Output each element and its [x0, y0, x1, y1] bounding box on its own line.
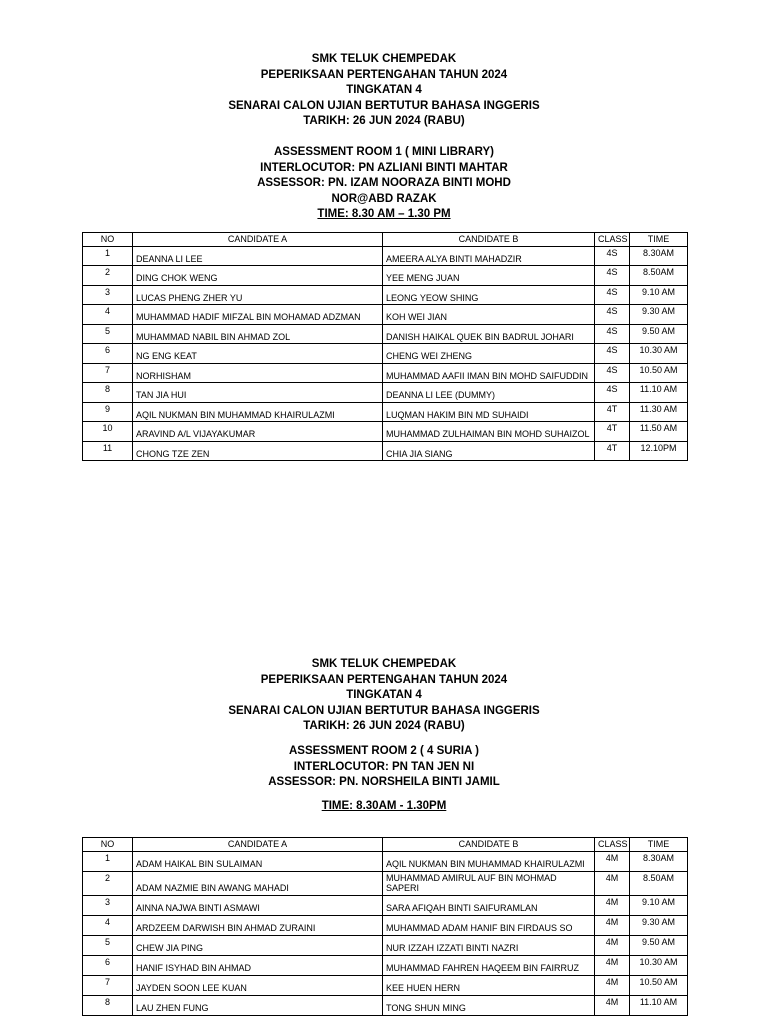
- header-candidate-b: CANDIDATE B: [383, 838, 595, 852]
- cell-time: 8.50AM: [630, 871, 688, 895]
- cell-candidate-b: MUHAMMAD ADAM HANIF BIN FIRDAUS SO: [383, 915, 595, 935]
- table-row: [83, 851, 688, 871]
- table-row: [83, 383, 688, 403]
- cell-time: 8.50AM: [630, 266, 688, 286]
- cell-no: 1: [83, 246, 133, 266]
- cell-candidate-a: CHEW JIA PING: [133, 935, 383, 955]
- cell-class: 4T: [595, 422, 630, 442]
- cell-time: 10.50 AM: [630, 975, 688, 995]
- cell-candidate-b: MUHAMMAD FAHREN HAQEEM BIN FAIRRUZ: [383, 955, 595, 975]
- cell-no: 3: [83, 285, 133, 305]
- cell-candidate-a: DING CHOK WENG: [133, 266, 383, 286]
- cell-class: 4M: [595, 955, 630, 975]
- table-row: [83, 402, 688, 422]
- cell-candidate-a: MUHAMMAD HADIF MIFZAL BIN MOHAMAD ADZMAN: [133, 305, 383, 325]
- table-row: [83, 441, 688, 461]
- cell-class: 4S: [595, 266, 630, 286]
- cell-no: 2: [83, 266, 133, 286]
- cell-no: 8: [83, 995, 133, 1015]
- cell-candidate-b: SARA AFIQAH BINTI SAIFURAMLAN: [383, 895, 595, 915]
- cell-candidate-a: AQIL NUKMAN BIN MUHAMMAD KHAIRULAZMI: [133, 402, 383, 422]
- cell-class: 4M: [595, 995, 630, 1015]
- cell-candidate-b: YEE MENG JUAN: [383, 266, 595, 286]
- room2-time-block: [0, 799, 768, 815]
- room1-schedule-table: [82, 232, 688, 461]
- cell-no: 11: [83, 441, 133, 461]
- cell-time: 10.30 AM: [630, 344, 688, 364]
- cell-class: 4S: [595, 246, 630, 266]
- table-row: [83, 324, 688, 344]
- cell-class: 4M: [595, 975, 630, 995]
- cell-time: 9.50 AM: [630, 324, 688, 344]
- header-time: TIME: [630, 233, 688, 247]
- table-row: [83, 422, 688, 442]
- cell-candidate-a: JAYDEN SOON LEE KUAN: [133, 975, 383, 995]
- school-name: SMK TELUK CHEMPEDAK: [311, 53, 457, 65]
- list-title: SENARAI CALON UJIAN BERTUTUR BAHASA INGGERIS: [228, 704, 540, 717]
- cell-no: 4: [83, 305, 133, 325]
- cell-candidate-b: NUR IZZAH IZZATI BINTI NAZRI: [383, 935, 595, 955]
- cell-class: 4S: [595, 363, 630, 383]
- cell-candidate-a: CHONG TZE ZEN: [133, 441, 383, 461]
- cell-time: 8.30AM: [630, 246, 688, 266]
- cell-candidate-b: AQIL NUKMAN BIN MUHAMMAD KHAIRULAZMI: [383, 851, 595, 871]
- cell-candidate-a: ARAVIND A/L VIJAYAKUMAR: [133, 422, 383, 442]
- cell-candidate-b: MUHAMMAD AMIRUL AUF BIN MOHMAD SAPERI: [383, 871, 595, 895]
- cell-no: 1: [83, 851, 133, 871]
- header-class: CLASS: [595, 233, 630, 247]
- room-name: ASSESSMENT ROOM 1 ( MINI LIBRARY): [274, 146, 494, 158]
- table-row: [83, 995, 688, 1015]
- header-no: NO: [83, 838, 133, 852]
- cell-time: 9.10 AM: [630, 895, 688, 915]
- cell-class: 4S: [595, 285, 630, 305]
- cell-candidate-a: DEANNA LI LEE: [133, 246, 383, 266]
- room-name: ASSESSMENT ROOM 2 ( 4 SURIA ): [289, 745, 479, 757]
- cell-candidate-a: MUHAMMAD NABIL BIN AHMAD ZOL: [133, 324, 383, 344]
- cell-class: 4S: [595, 344, 630, 364]
- table-row: [83, 871, 688, 895]
- cell-time: 12.10PM: [630, 441, 688, 461]
- interlocutor: INTERLOCUTOR: PN AZLIANI BINTI MAHTAR: [260, 161, 508, 174]
- table-row: [83, 344, 688, 364]
- cell-time: 9.50 AM: [630, 935, 688, 955]
- cell-class: 4M: [595, 871, 630, 895]
- cell-no: 10: [83, 422, 133, 442]
- table-row: [83, 246, 688, 266]
- header-candidate-a: CANDIDATE A: [133, 233, 383, 247]
- cell-no: 3: [83, 895, 133, 915]
- cell-candidate-b: CHENG WEI ZHENG: [383, 344, 595, 364]
- cell-candidate-b: CHIA JIA SIANG: [383, 441, 595, 461]
- exam-name: PEPERIKSAAN PERTENGAHAN TAHUN 2024: [260, 673, 508, 686]
- room1-title-block: [0, 52, 768, 130]
- cell-time: 11.10 AM: [630, 995, 688, 1015]
- room2-title-block: [0, 657, 768, 735]
- list-title: SENARAI CALON UJIAN BERTUTUR BAHASA INGGERIS: [228, 99, 540, 112]
- form-level: TINGKATAN 4: [346, 689, 422, 701]
- header-candidate-a: CANDIDATE A: [133, 838, 383, 852]
- cell-class: 4M: [595, 895, 630, 915]
- cell-candidate-b: MUHAMMAD ZULHAIMAN BIN MOHD SUHAIZOL: [383, 422, 595, 442]
- cell-no: 2: [83, 871, 133, 895]
- cell-no: 9: [83, 402, 133, 422]
- header-candidate-b: CANDIDATE B: [383, 233, 595, 247]
- cell-no: 4: [83, 915, 133, 935]
- cell-candidate-a: HANIF ISYHAD BIN AHMAD: [133, 955, 383, 975]
- header-class: CLASS: [595, 838, 630, 852]
- cell-no: 8: [83, 383, 133, 403]
- table-row: [83, 915, 688, 935]
- cell-candidate-b: KEE HUEN HERN: [383, 975, 595, 995]
- cell-class: 4M: [595, 935, 630, 955]
- exam-name: PEPERIKSAAN PERTENGAHAN TAHUN 2024: [260, 68, 508, 81]
- cell-candidate-a: ARDZEEM DARWISH BIN AHMAD ZURAINI: [133, 915, 383, 935]
- table-row: [83, 363, 688, 383]
- exam-date: TARIKH: 26 JUN 2024 (RABU): [303, 115, 465, 127]
- cell-candidate-b: AMEERA ALYA BINTI MAHADZIR: [383, 246, 595, 266]
- cell-candidate-b: LUQMAN HAKIM BIN MD SUHAIDI: [383, 402, 595, 422]
- cell-time: 10.30 AM: [630, 955, 688, 975]
- cell-no: 7: [83, 975, 133, 995]
- cell-candidate-a: LAU ZHEN FUNG: [133, 995, 383, 1015]
- table-row: [83, 285, 688, 305]
- cell-candidate-b: DANISH HAIKAL QUEK BIN BADRUL JOHARI: [383, 324, 595, 344]
- table-row: [83, 266, 688, 286]
- table-header-row: [83, 838, 688, 852]
- cell-no: 5: [83, 935, 133, 955]
- cell-candidate-b: MUHAMMAD AAFII IMAN BIN MOHD SAIFUDDIN: [383, 363, 595, 383]
- cell-class: 4S: [595, 383, 630, 403]
- room2-details: [0, 744, 768, 791]
- table-row: [83, 975, 688, 995]
- cell-time: 9.30 AM: [630, 915, 688, 935]
- assessor: ASSESSOR: PN. IZAM NOORAZA BINTI MOHD: [257, 177, 511, 189]
- header-time: TIME: [630, 838, 688, 852]
- cell-class: 4S: [595, 305, 630, 325]
- cell-time: 9.30 AM: [630, 305, 688, 325]
- table-row: [83, 955, 688, 975]
- cell-candidate-a: AINNA NAJWA BINTI ASMAWI: [133, 895, 383, 915]
- cell-time: 11.50 AM: [630, 422, 688, 442]
- room2-schedule-table: [82, 837, 688, 1016]
- room1-details: [0, 145, 768, 223]
- table-row: [83, 895, 688, 915]
- cell-time: 8.30AM: [630, 851, 688, 871]
- interlocutor: INTERLOCUTOR: PN TAN JEN NI: [293, 760, 475, 773]
- cell-class: 4T: [595, 402, 630, 422]
- cell-candidate-a: LUCAS PHENG ZHER YU: [133, 285, 383, 305]
- cell-candidate-b: KOH WEI JIAN: [383, 305, 595, 325]
- table-row: [83, 305, 688, 325]
- cell-candidate-a: NG ENG KEAT: [133, 344, 383, 364]
- exam-date: TARIKH: 26 JUN 2024 (RABU): [303, 720, 465, 732]
- cell-class: 4T: [595, 441, 630, 461]
- cell-no: 5: [83, 324, 133, 344]
- session-time: TIME: 8.30 AM – 1.30 PM: [317, 208, 451, 220]
- cell-no: 7: [83, 363, 133, 383]
- session-time: TIME: 8.30AM - 1.30PM: [321, 800, 447, 812]
- table-row: [83, 935, 688, 955]
- cell-candidate-a: TAN JIA HUI: [133, 383, 383, 403]
- cell-time: 11.30 AM: [630, 402, 688, 422]
- assessor: ASSESSOR: PN. NORSHEILA BINTI JAMIL: [268, 776, 500, 788]
- cell-candidate-b: TONG SHUN MING: [383, 995, 595, 1015]
- cell-time: 9.10 AM: [630, 285, 688, 305]
- cell-candidate-b: DEANNA LI LEE (DUMMY): [383, 383, 595, 403]
- cell-no: 6: [83, 344, 133, 364]
- school-name: SMK TELUK CHEMPEDAK: [311, 658, 457, 670]
- form-level: TINGKATAN 4: [346, 84, 422, 96]
- table-header-row: [83, 233, 688, 247]
- cell-class: 4S: [595, 324, 630, 344]
- cell-time: 10.50 AM: [630, 363, 688, 383]
- assessor-continued: NOR@ABD RAZAK: [331, 192, 437, 205]
- cell-candidate-a: ADAM NAZMIE BIN AWANG MAHADI: [133, 871, 383, 895]
- cell-class: 4M: [595, 851, 630, 871]
- cell-candidate-a: ADAM HAIKAL BIN SULAIMAN: [133, 851, 383, 871]
- cell-candidate-b: LEONG YEOW SHING: [383, 285, 595, 305]
- cell-class: 4M: [595, 915, 630, 935]
- cell-candidate-a: NORHISHAM: [133, 363, 383, 383]
- cell-time: 11.10 AM: [630, 383, 688, 403]
- header-no: NO: [83, 233, 133, 247]
- cell-no: 6: [83, 955, 133, 975]
